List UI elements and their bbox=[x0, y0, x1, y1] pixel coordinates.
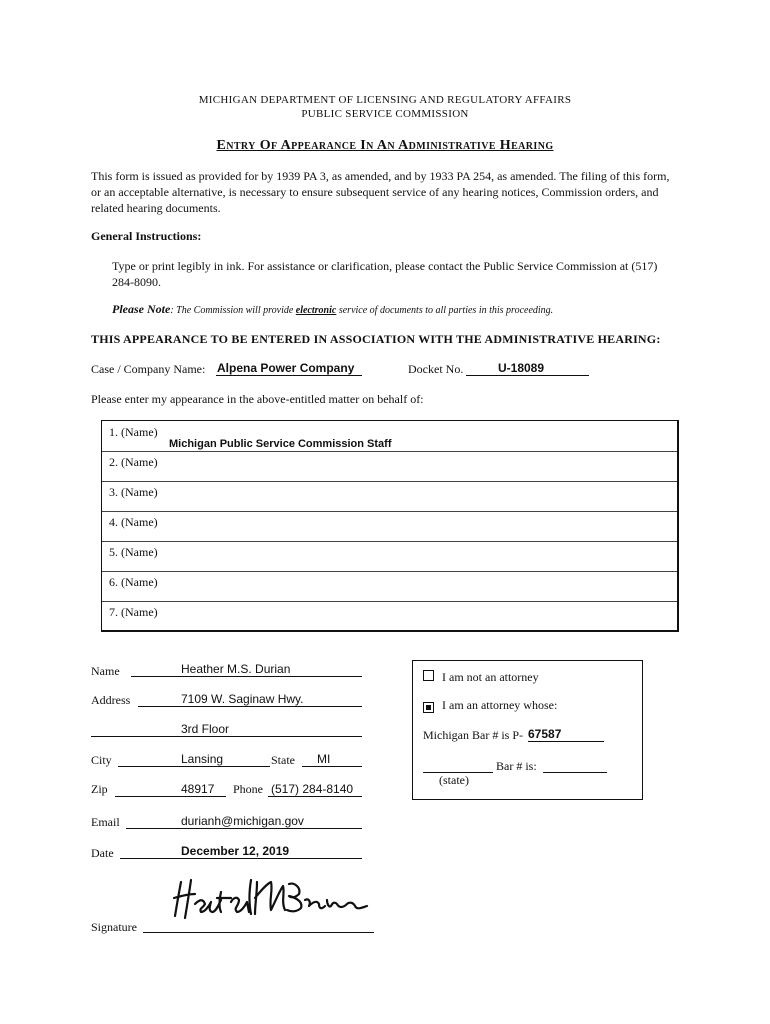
agency-name: MICHIGAN DEPARTMENT OF LICENSING AND REGULATORY AFFAIRS bbox=[198, 94, 572, 106]
is-attorney-checkbox[interactable] bbox=[423, 702, 434, 713]
note-after: service of documents to all parties in this proceeding. bbox=[336, 305, 554, 316]
state-field[interactable] bbox=[302, 752, 362, 767]
not-attorney-checkbox[interactable] bbox=[423, 670, 434, 681]
state-value: MI bbox=[317, 752, 331, 766]
address-line2-field[interactable] bbox=[91, 722, 362, 737]
address-field[interactable] bbox=[138, 692, 362, 707]
name-label: Name bbox=[91, 664, 120, 678]
is-attorney-label: I am an attorney whose: bbox=[442, 698, 558, 712]
city-field[interactable] bbox=[118, 752, 270, 767]
note-line bbox=[112, 302, 553, 317]
name-row-7[interactable] bbox=[102, 601, 677, 631]
michigan-bar-label: Michigan Bar # is P- bbox=[423, 728, 523, 742]
zip-label: Zip bbox=[91, 782, 108, 796]
signature-field[interactable] bbox=[143, 918, 374, 933]
name-row-6[interactable] bbox=[102, 571, 677, 602]
zip-field[interactable] bbox=[115, 782, 226, 797]
date-label: Date bbox=[91, 846, 114, 860]
date-field[interactable] bbox=[120, 844, 362, 859]
note-before: The Commission will provide bbox=[173, 305, 296, 316]
other-bar-field[interactable] bbox=[543, 758, 607, 773]
name-row-7-label: 7. (Name) bbox=[109, 605, 158, 619]
city-label: City bbox=[91, 753, 112, 767]
other-state-field[interactable] bbox=[423, 758, 493, 773]
not-attorney-label: I am not an attorney bbox=[442, 670, 539, 684]
name-row-3-label: 3. (Name) bbox=[109, 485, 158, 499]
email-label: Email bbox=[91, 815, 120, 829]
instructions-heading: General Instructions: bbox=[91, 229, 202, 243]
docket-field[interactable] bbox=[466, 361, 589, 376]
phone-value: (517) 284-8140 bbox=[271, 782, 354, 796]
case-label: Case / Company Name: bbox=[91, 362, 206, 376]
commission-name: PUBLIC SERVICE COMMISSION bbox=[301, 108, 469, 120]
association-heading: THIS APPEARANCE TO BE ENTERED IN ASSOCIATION WITH THE ADMINISTRATIVE HEARING: bbox=[91, 332, 661, 346]
state-label: State bbox=[271, 753, 295, 767]
michigan-bar-value: 67587 bbox=[528, 727, 562, 741]
signature-label: Signature bbox=[91, 920, 137, 934]
name-row-1-label: 1. (Name) bbox=[109, 425, 158, 439]
state-caption: (state) bbox=[439, 773, 469, 787]
name-row-2-label: 2. (Name) bbox=[109, 455, 158, 469]
name-row-5-label: 5. (Name) bbox=[109, 545, 158, 559]
name-row-5[interactable] bbox=[102, 541, 677, 572]
instructions-text: Type or print legibly in ink. For assistance or clarification, please contact the Public Service Commission at (517) 284-8090. bbox=[112, 259, 658, 289]
case-field[interactable] bbox=[216, 361, 362, 376]
address-value: 7109 W. Saginaw Hwy. bbox=[181, 692, 304, 706]
intro-paragraph: This form is issued as provided for by 1939 PA 3, as amended, and by 1933 PA 254, as amended. The filing of this form, or an acceptable alternative, is necessary to ensure subsequent service of any hearing notices, Commission orders, and related hearing documents. bbox=[91, 169, 670, 215]
email-value: durianh@michigan.gov bbox=[181, 814, 304, 828]
date-value: December 12, 2019 bbox=[181, 844, 290, 858]
phone-field[interactable] bbox=[268, 782, 362, 797]
note-lead: Please Note bbox=[112, 302, 171, 316]
address-label: Address bbox=[91, 693, 131, 707]
other-bar-label: Bar # is: bbox=[496, 759, 537, 773]
name-row-1-value: Michigan Public Service Commission Staff bbox=[169, 438, 392, 450]
note-emphasis: electronic bbox=[295, 305, 337, 316]
address-line2-value: 3rd Floor bbox=[181, 722, 230, 736]
zip-value: 48917 bbox=[181, 782, 215, 796]
name-row-4-label: 4. (Name) bbox=[109, 515, 158, 529]
city-value: Lansing bbox=[181, 752, 224, 766]
behalf-text: Please enter my appearance in the above-entitled matter on behalf of: bbox=[91, 392, 424, 406]
phone-label: Phone bbox=[233, 782, 263, 796]
name-row-1[interactable] bbox=[102, 421, 677, 452]
name-row-6-label: 6. (Name) bbox=[109, 575, 158, 589]
name-value: Heather M.S. Durian bbox=[181, 662, 291, 676]
attorney-status-box bbox=[412, 660, 643, 800]
names-table bbox=[101, 420, 679, 632]
name-row-2[interactable] bbox=[102, 451, 677, 482]
note-colon: : bbox=[170, 305, 174, 316]
name-row-4[interactable] bbox=[102, 511, 677, 542]
michigan-bar-field[interactable] bbox=[528, 727, 604, 742]
form-title: Entry Of Appearance In An Administrative Hearing bbox=[216, 138, 554, 153]
name-field[interactable] bbox=[131, 662, 362, 677]
name-row-3[interactable] bbox=[102, 481, 677, 512]
docket-label: Docket No. bbox=[408, 362, 464, 376]
case-value: Alpena Power Company bbox=[217, 361, 355, 375]
email-field[interactable] bbox=[126, 814, 362, 829]
signature-image bbox=[171, 874, 371, 924]
docket-value: U-18089 bbox=[498, 361, 545, 375]
